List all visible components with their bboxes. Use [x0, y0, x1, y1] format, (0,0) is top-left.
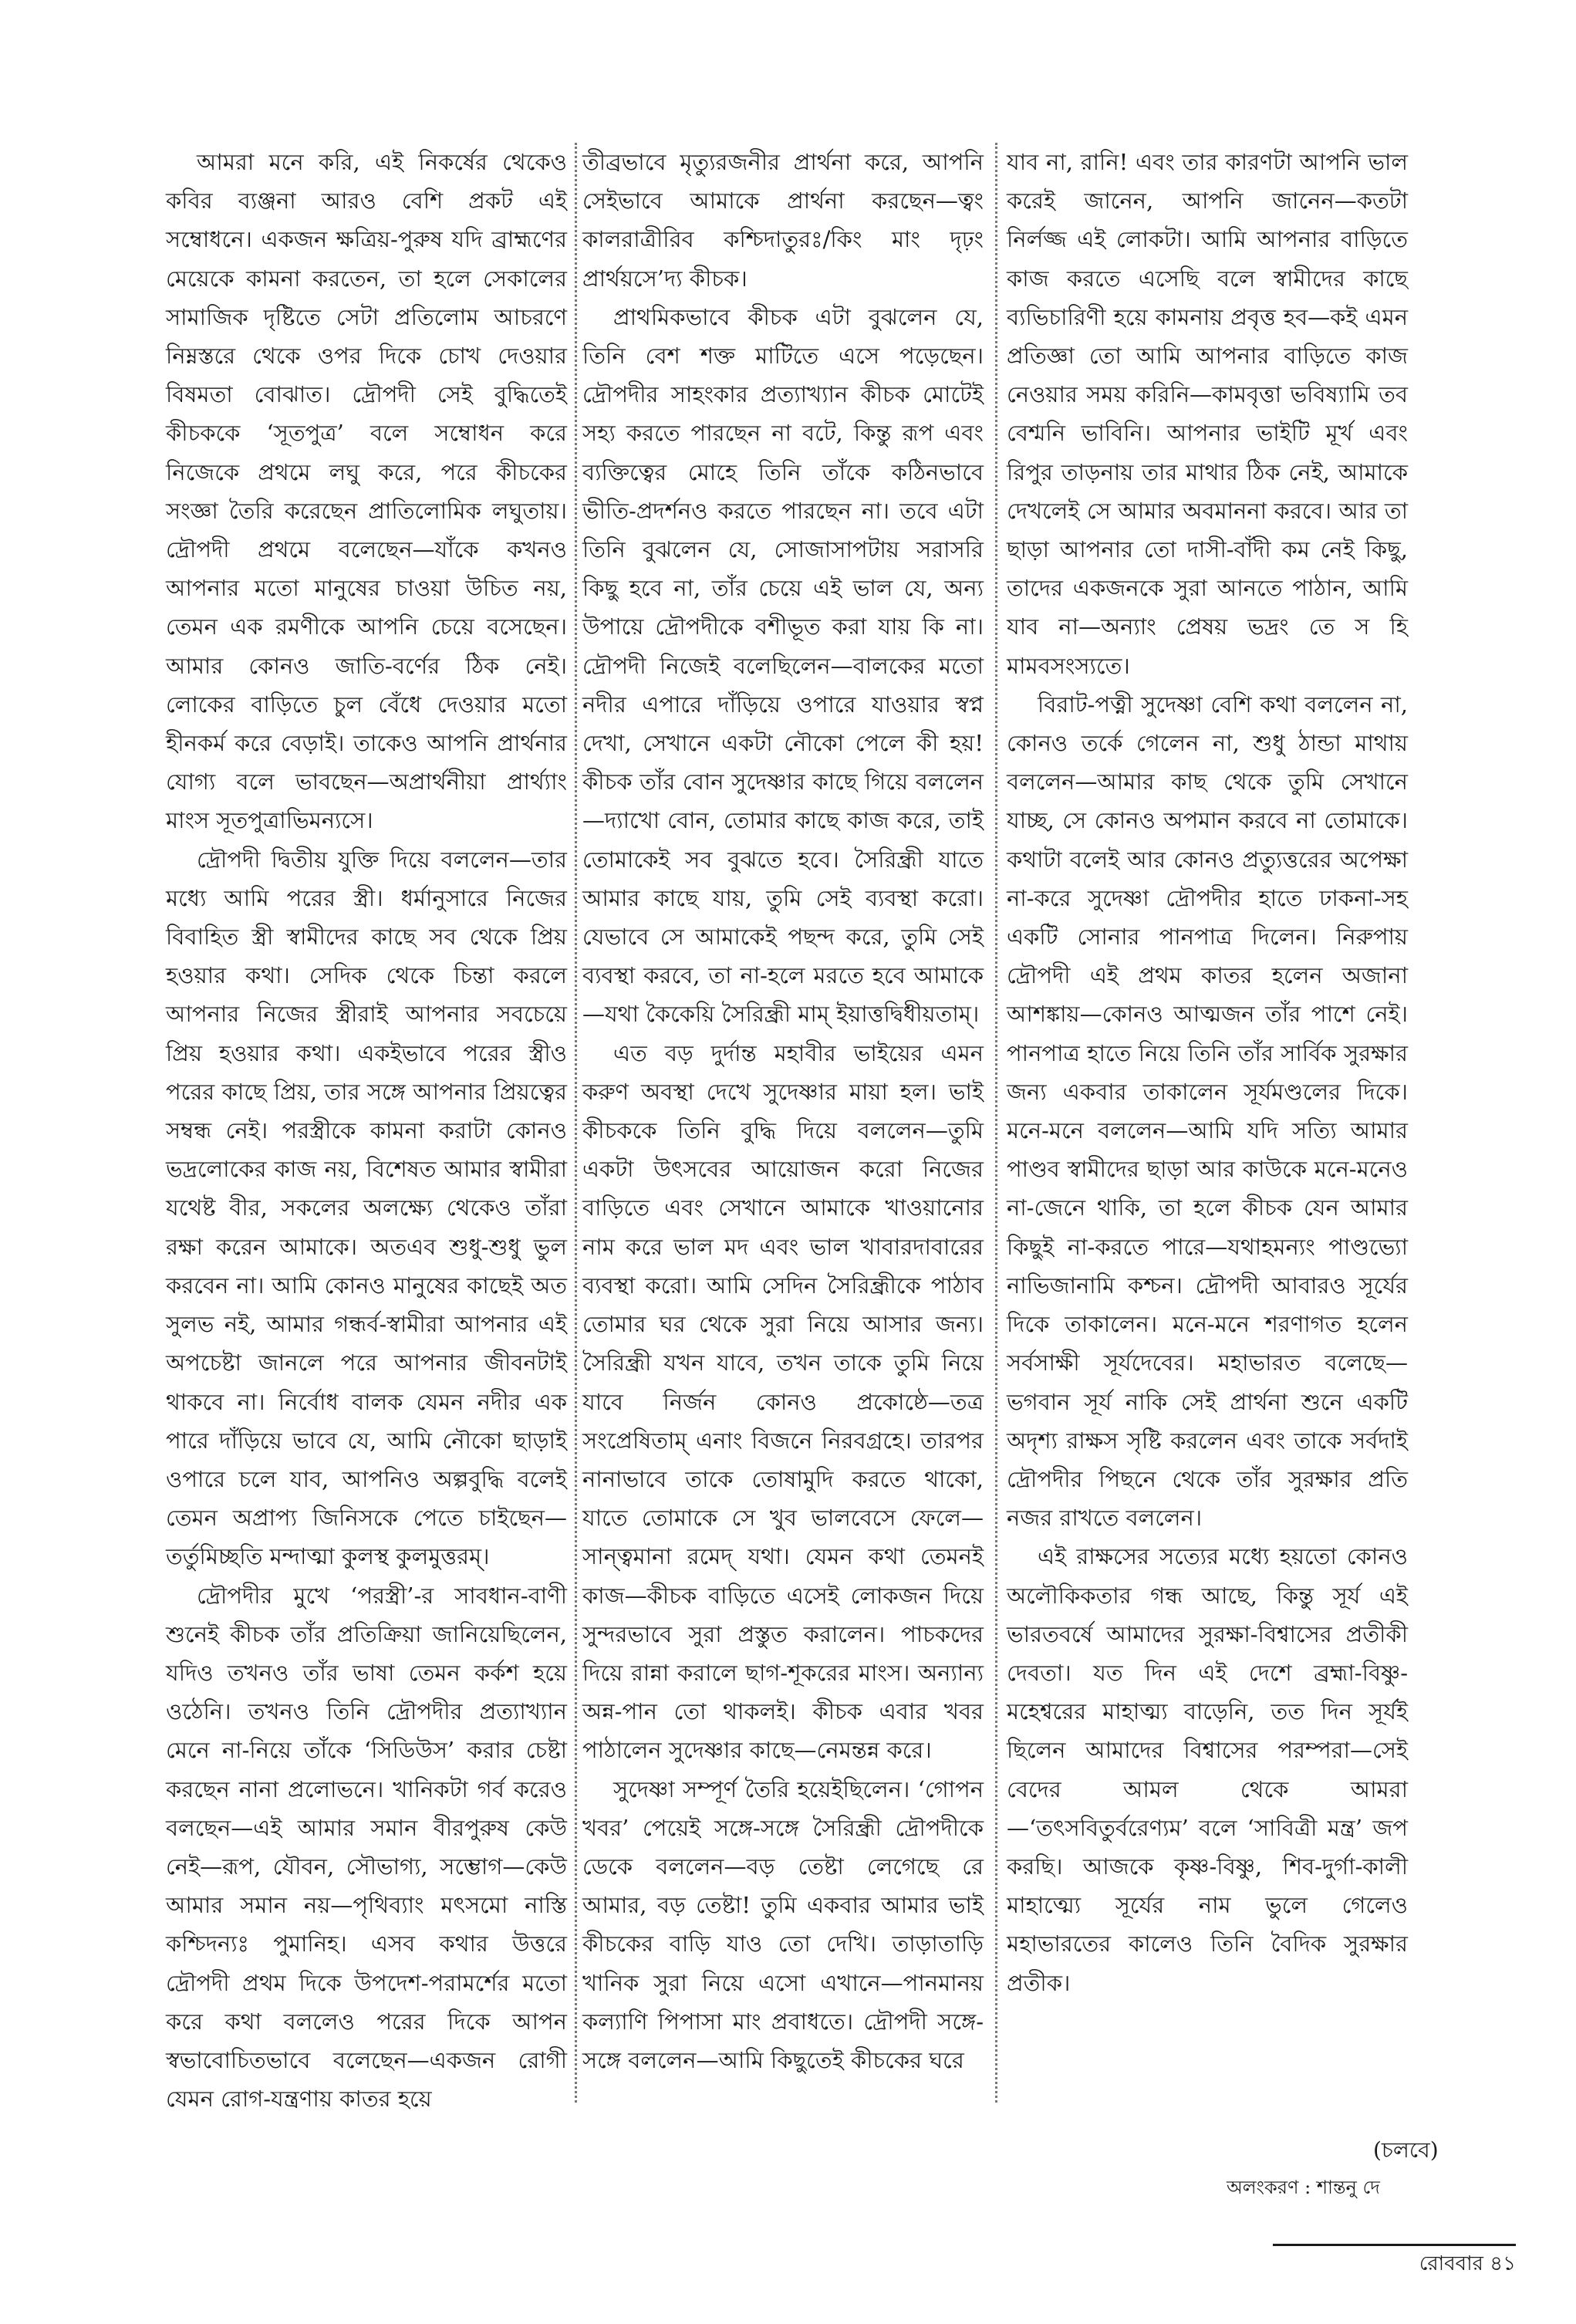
paragraph: প্রাথমিকভাবে কীচক এটা বুঝলেন যে, তিনি বেশ শক্ত মাটিতে এসে পড়েছেন। দ্রৌপদীর সাহংকার প্রত্যাখ্যান কীচক মোটেই সহ্য করতে পারছেন না বটে, কিন্তু রূপ এবং ব্যক্তিত্বের মোহে তিনি তাঁকে কঠিনভাবে ভীতি-প্রদর্শনও করতে পারছেন না। তবে এটা তিনি বুঝলেন যে, সোজাসাপটায় সরাসরি কিছু হবে না, তাঁর চেয়ে এই ভাল যে, অন্য উপায়ে দ্রৌপদীকে বশীভূত করা যায় কি না। দ্রৌপদী নিজেই বলেছিলেন—বালকের মতো নদীর এপারে দাঁড়িয়ে ওপারে যাওয়ার স্বপ্ন দেখা, সেখানে একটা নৌকো পেলে কী হয়! কীচক তাঁর বোন সুদেষ্ণার কাছে গিয়ে বললেন—দ্যাখো বোন, তোমার কাছে কাজ করে, তাই তোমাকেই সব বুঝতে হবে। সৈরিন্ধ্রী যাতে আমার কাছে যায়, তুমি সেই ব্যবস্থা করো। যেভাবে সে আমাকেই পছন্দ করে, তুমি সেই ব্যবস্থা করবে, তা না-হলে মরতে হবে আমাকে—যথা কৈকেয়ি সৈরিন্ধ্রী মাম্ ইয়াত্তদ্বিধীয়তাম্। — [582, 303, 984, 1028]
column-divider — [575, 143, 577, 2103]
paragraph: এত বড় দুর্দান্ত মহাবীর ভাইয়ের এমন করুণ অবস্থা দেখে সুদেষ্ণার মায়া হল। ভাই কীচককে তিনি বুদ্ধি দিয়ে বললেন—তুমি একটা উৎসবের আয়োজন করো নিজের বাড়িতে এবং সেখানে আমাকে খাওয়ানোর নাম করে ভাল মদ এবং ভাল খাবারদাবারের ব্যবস্থা করো। আমি সেদিন সৈরিন্ধ্রীকে পাঠাব তোমার ঘর থেকে সুরা নিয়ে আসার জন্য। সৈরিন্ধ্রী যখন যাবে, তখন তাকে তুমি নিয়ে যাবে নির্জন কোনও প্রকোষ্ঠে—তত্র সংপ্রেষিতাম্ এনাং বিজনে নিরবগ্রহে। তারপর নানাভাবে তাকে তোষামুদি করতে থাকো, যাতে তোমাকে সে খুব ভালবেসে ফেলে—সান্ত্বমানা রমেদ্ যথা। যেমন কথা তেমনই কাজ—কীচক বাড়িতে এসেই লোকজন দিয়ে সুন্দরভাবে সুরা প্রস্তুত করালেন। পাচকদের দিয়ে রান্না করালে ছাগ-শূকরের মাংস। অন্যান্য অন্ন-পান তো থাকলই। কীচক এবার খবর পাঠালেন সুদেষ্ণার কাছে—নেমন্তন্ন করে। — [582, 1039, 984, 1764]
paragraph: দ্রৌপদীর মুখে ‘পরস্ত্রী’-র সাবধান-বাণী শুনেই কীচক তাঁর প্রতিক্রিয়া জানিয়েছিলেন, যদিও তখনও তাঁর ভাষা তেমন কর্কশ হয়ে ওঠেনি। তখনও তিনি দ্রৌপদীর প্রত্যাখ্যান মেনে না-নিয়ে তাঁকে ‘সিডিউস’ করার চেষ্টা করছেন নানা প্রলোভনে। খানিকটা গর্ব করেও বলছেন—এই আমার সমান বীরপুরুষ কেউ নেই—রূপ, যৌবন, সৌভাগ্য, সম্ভোগ—কেউ আমার সমান নয়—পৃথিব্যাং মৎসমো নাস্তি কশ্চিদন্যঃ পুমানিহ। এসব কথার উত্তরে দ্রৌপদী প্রথম দিকে উপদেশ-পরামর্শের মতো করে কথা বললেও পরের দিকে আপন স্বভাবোচিতভাবে বলেছেন—একজন রোগী যেমন রোগ-যন্ত্রণায় কাতর হয়ে — [166, 1582, 567, 2113]
page-footer: রোববার ৪১ — [1273, 2244, 1516, 2275]
column-divider — [995, 143, 997, 2103]
continued-note: (চলবে) — [1373, 2137, 1439, 2163]
paragraph: সুদেষ্ণা সম্পূর্ণ তৈরি হয়েইছিলেন। ‘গোপন খবর’ পেয়েই সঙ্গে-সঙ্গে সৈরিন্ধ্রী দ্রৌপদীকে ডেকে বললেন—বড় তেষ্টা লেগেছে রে আমার, বড় তেষ্টা! তুমি একবার আমার ভাই কীচকের বাড়ি যাও তো দেখি। তাড়াতাড়ি খানিক সুরা নিয়ে এসো এখানে—পানমানয় কল্যাণি পিপাসা মাং প্রবাধতে। দ্রৌপদী সঙ্গে-সঙ্গে বললেন—আমি কিছুতেই কীচকের ঘরে — [582, 1775, 984, 2073]
paragraph: এই রাক্ষসের সত্যের মধ্যে হয়তো কোনও অলৌকিকতার গন্ধ আছে, কিন্তু সূর্য এই ভারতবর্ষে আমাদের সুরক্ষা-বিশ্বাসের প্রতীকী দেবতা। যত দিন এই দেশে ব্রহ্মা-বিষ্ণু-মহেশ্বরের মাহাত্ম্য বাড়েনি, তত দিন সূর্যই ছিলেন আমাদের বিশ্বাসের পরম্পরা—সেই বেদের আমল থেকে আমরা—‘তৎসবিতুর্বরেণ্যম’ বলে ‘সাবিত্রী মন্ত্র’ জপ করছি। আজকে কৃষ্ণ-বিষ্ণু, শিব-দুর্গা-কালী মাহাত্ম্যে সূর্যের নাম ভুলে গেলেও মহাভারতের কালেও তিনি বৈদিক সুরক্ষার প্রতীক। — [1007, 1543, 1408, 1996]
paragraph: যাব না, রানি! এবং তার কারণটা আপনি ভাল করেই জানেন, আপনি জানেন—কতটা নির্লজ্জ এই লোকটা। আমি আপনার বাড়িতে কাজ করতে এসেছি বলে স্বামীদের কাছে ব্যভিচারিণী হয়ে কামনায় প্রবৃত্ত হব—কই এমন প্রতিজ্ঞা তো আমি আপনার বাড়িতে কাজ নেওয়ার সময় করিনি—কামবৃত্তা ভবিষ্যামি তব বেশ্মনি ভাবিনি। আপনার ভাইটি মূর্খ এবং রিপুর তাড়নায় তার মাথার ঠিক নেই, আমাকে দেখলেই সে আমার অবমাননা করবে। আর তা ছাড়া আপনার তো দাসী-বাঁদী কম নেই কিছু, তাদের একজনকে সুরা আনতে পাঠান, আমি যাব না—অন্যাং প্রেষয় ভদ্রং তে স হি মামবসংস্যতে। — [1007, 149, 1408, 679]
text-column-3 — [1007, 143, 1408, 2002]
text-column-2 — [582, 143, 984, 2079]
paragraph: বিরাট-পত্নী সুদেষ্ণা বেশি কথা বললেন না, কোনও তর্কে গেলেন না, শুধু ঠান্ডা মাথায় বললেন—আমার কাছ থেকে তুমি সেখানে যাচ্ছ, সে কোনও অপমান করবে না তোমাকে। কথাটা বলেই আর কোনও প্রত্যুত্তরের অপেক্ষা না-করে সুদেষ্ণা দ্রৌপদীর হাতে ঢাকনা-সহ একটি সোনার পানপাত্র দিলেন। নিরুপায় দ্রৌপদী এই প্রথম কাতর হলেন অজানা আশঙ্কায়—কোনও আত্মজন তাঁর পাশে নেই। পানপাত্র হাতে নিয়ে তিনি তাঁর সার্বিক সুরক্ষার জন্য একবার তাকালেন সূর্যমণ্ডলের দিকে। মনে-মনে বললেন—আমি যদি সত্যি আমার পাণ্ডব স্বামীদের ছাড়া আর কাউকে মনে-মনেও না-জেনে থাকি, তা হলে কীচক যেন আমার কিছুই না-করতে পারে—যথাহমন্যং পাণ্ডভ্যো নাভিজানামি কশ্চন। দ্রৌপদী আবারও সূর্যের দিকে তাকালেন। মনে-মনে শরণাগত হলেন সর্বসাক্ষী সূর্যদেবের। মহাভারত বলেছে—ভগবান সূর্য নাকি সেই প্রার্থনা শুনে একটি অদৃশ্য রাক্ষস সৃষ্টি করলেন এবং তাকে সর্বদাই দ্রৌপদীর পিছনে থেকে তাঁর সুরক্ষার প্রতি নজর রাখতে বললেন। — [1007, 691, 1408, 1532]
article-body — [166, 143, 1473, 2226]
illustration-credit: অলংকরণ : শান্তনু দে — [1227, 2177, 1380, 2198]
text-column-1 — [166, 143, 567, 2118]
paragraph: দ্রৌপদী দ্বিতীয় যুক্তি দিয়ে বললেন—তার মধ্যে আমি পরের স্ত্রী। ধর্মানুসারে নিজের বিবাহিত স্ত্রী স্বামীদের কাছে সব থেকে প্রিয় হওয়ার কথা। সেদিক থেকে চিন্তা করলে আপনার নিজের স্ত্রীরাই আপনার সবচেয়ে প্রিয় হওয়ার কথা। একইভাবে পরের স্ত্রীও পরের কাছে প্রিয়, তার সঙ্গে আপনার প্রিয়ত্বের সম্বন্ধ নেই। পরস্ত্রীকে কামনা করাটা কোনও ভদ্রলোকের কাজ নয়, বিশেষত আমার স্বামীরা যথেষ্ট বীর, সকলের অলক্ষ্যে থেকেও তাঁরা রক্ষা করেন আমাকে। অতএব শুধু-শুধু ভুল করবেন না। আমি কোনও মানুষের কাছেই অত সুলভ নই, আমার গন্ধর্ব-স্বামীরা আপনার এই অপচেষ্টা জানলে পরে আপনার জীবনটাই থাকবে না। নির্বোধ বালক যেমন নদীর এক পারে দাঁড়িয়ে ভাবে যে, আমি নৌকো ছাড়াই ওপারে চলে যাব, আপনিও অল্পবুদ্ধি বলেই তেমন অপ্রাপ্য জিনিসকে পেতে চাইছেন—তর্তুমিচ্ছতি মন্দাত্মা কুলস্থ কুলমুত্তরম্। — [166, 846, 567, 1570]
paragraph: তীব্রভাবে মৃত্যুরজনীর প্রার্থনা করে, আপনি সেইভাবে আমাকে প্রার্থনা করছেন—ত্বং কালরাত্রীরিব কশ্চিদাতুরঃ/কিং মাং দৃঢ়ং প্রার্থয়সে’দ্য কীচক। — [582, 149, 984, 292]
paragraph: আমরা মনে করি, এই নিকর্ষের থেকেও কবির ব্যঞ্জনা আরও বেশি প্রকট এই সম্বোধনে। একজন ক্ষত্রিয়-পুরুষ যদি ব্রাহ্মণের মেয়েকে কামনা করতেন, তা হলে সেকালের সামাজিক দৃষ্টিতে সেটা প্রতিলোম আচরণে নিম্নস্তরে থেকে ওপর দিকে চোখ দেওয়ার বিষমতা বোঝাত। দ্রৌপদী সেই বুদ্ধিতেই কীচককে ‘সূতপুত্র’ বলে সম্বোধন করে নিজেকে প্রথমে লঘু করে, পরে কীচকের সংজ্ঞা তৈরি করেছেন প্রাতিলোমিক লঘুতায়। দ্রৌপদী প্রথমে বলেছেন—যাঁকে কখনও আপনার মতো মানুষের চাওয়া উচিত নয়, তেমন এক রমণীকে আপনি চেয়ে বসেছেন। আমার কোনও জাতি-বর্ণের ঠিক নেই। লোকের বাড়িতে চুল বেঁধে দেওয়ার মতো হীনকর্ম করে বেড়াই। তাকেও আপনি প্রার্থনার যোগ্য বলে ভাবছেন—অপ্রার্থনীয়া প্রার্থ্যাং মাংস সূতপুত্রাভিমন্যসে। — [166, 149, 567, 834]
